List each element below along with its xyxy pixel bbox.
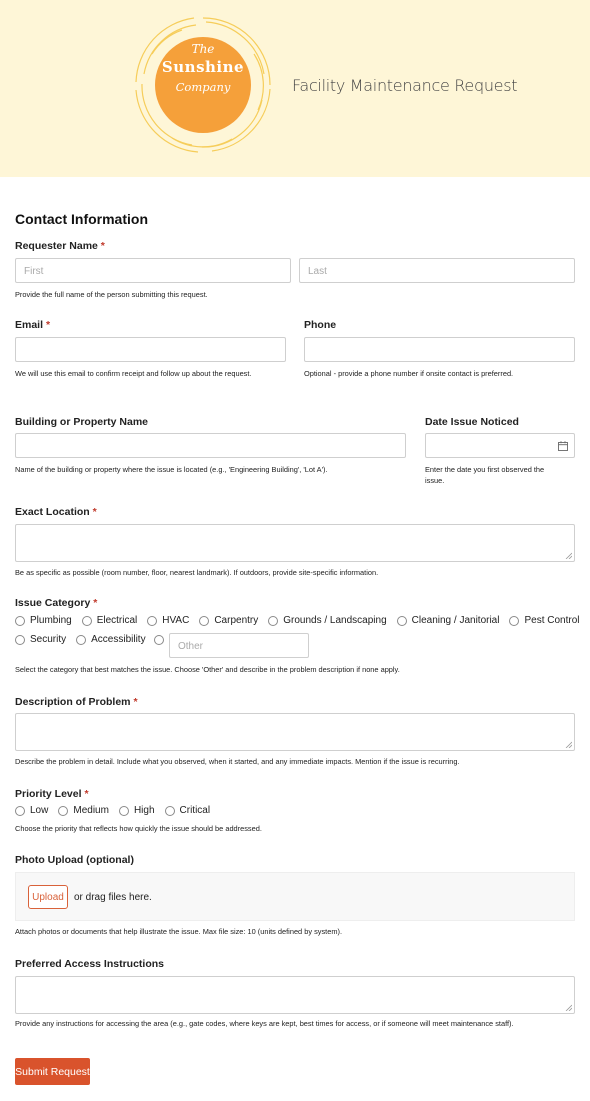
radio-icon[interactable] bbox=[82, 616, 92, 626]
category-option-plumbing[interactable] bbox=[15, 615, 72, 626]
building-help: Name of the building or property where the issue is located (e.g., 'Engineering Building', 'Lot A'). bbox=[15, 465, 328, 474]
option-label: Low bbox=[30, 805, 49, 816]
date-help-line1: Enter the date you first observed the bbox=[425, 465, 545, 474]
resize-grip-icon[interactable] bbox=[565, 552, 572, 559]
option-label: Electrical bbox=[96, 615, 138, 626]
radio-icon[interactable] bbox=[15, 616, 25, 626]
email-help: We will use this email to confirm receipt and follow up about the request. bbox=[15, 369, 252, 378]
photo-help: Attach photos or documents that help illustrate the issue. Max file size: 10 (units defined by system). bbox=[15, 927, 342, 936]
option-label: Plumbing bbox=[30, 615, 72, 626]
required-mark: * bbox=[92, 506, 97, 518]
option-label: Grounds / Landscaping bbox=[283, 615, 387, 626]
access-help: Provide any instructions for accessing the area (e.g., gate codes, where keys are kept, best times for access, or if someone will meet maintenance staff). bbox=[15, 1019, 514, 1028]
email-input[interactable] bbox=[15, 337, 286, 362]
option-label: Carpentry bbox=[214, 615, 259, 626]
priority-options bbox=[15, 805, 220, 816]
logo-text-sunshine: Sunshine bbox=[161, 58, 245, 76]
phone-input[interactable] bbox=[304, 337, 575, 362]
description-textarea[interactable] bbox=[15, 713, 575, 751]
resize-grip-icon[interactable] bbox=[565, 1004, 572, 1011]
category-label-text: Issue Category bbox=[15, 597, 91, 609]
category-option-security[interactable] bbox=[15, 634, 66, 645]
calendar-icon[interactable] bbox=[558, 441, 568, 451]
category-other-input[interactable]: Other bbox=[169, 633, 309, 658]
date-help-line2: issue. bbox=[425, 476, 445, 485]
requester-name-label-text: Requester Name bbox=[15, 240, 98, 252]
category-option-accessibility[interactable] bbox=[76, 634, 145, 645]
location-label bbox=[15, 506, 97, 518]
resize-grip-icon[interactable] bbox=[565, 741, 572, 748]
option-label: High bbox=[133, 805, 155, 816]
email-label bbox=[15, 319, 50, 331]
upload-button[interactable]: Upload bbox=[28, 885, 68, 909]
option-label: Accessibility bbox=[91, 634, 146, 645]
building-input[interactable] bbox=[15, 433, 406, 458]
category-option-hvac[interactable] bbox=[147, 615, 189, 626]
required-mark: * bbox=[100, 240, 105, 252]
radio-icon[interactable] bbox=[119, 806, 129, 816]
category-option-grounds[interactable] bbox=[268, 615, 386, 626]
priority-option-low[interactable] bbox=[15, 805, 48, 816]
option-label: Medium bbox=[73, 805, 109, 816]
required-mark: * bbox=[133, 696, 138, 708]
radio-icon[interactable] bbox=[397, 616, 407, 626]
priority-help: Choose the priority that reflects how quickly the issue should be addressed. bbox=[15, 824, 262, 833]
radio-icon[interactable] bbox=[268, 616, 278, 626]
access-textarea[interactable] bbox=[15, 976, 575, 1014]
form-title: Facility Maintenance Request bbox=[292, 76, 518, 95]
priority-option-medium[interactable] bbox=[58, 805, 109, 816]
radio-icon[interactable] bbox=[58, 806, 68, 816]
priority-option-critical[interactable] bbox=[165, 805, 211, 816]
category-option-pest-control[interactable] bbox=[509, 615, 579, 626]
logo-text-the: The bbox=[191, 42, 215, 56]
access-label: Preferred Access Instructions bbox=[15, 958, 165, 970]
required-mark: * bbox=[45, 319, 51, 331]
option-label: Cleaning / Janitorial bbox=[411, 615, 500, 626]
description-label bbox=[15, 696, 138, 708]
radio-icon[interactable] bbox=[15, 806, 25, 816]
file-dropzone[interactable] bbox=[15, 872, 575, 921]
option-label: Critical bbox=[179, 805, 211, 816]
phone-help: Optional - provide a phone number if onsite contact is preferred. bbox=[304, 369, 514, 378]
category-label bbox=[15, 597, 97, 609]
requester-name-label bbox=[15, 240, 105, 252]
last-name-input[interactable]: Last bbox=[299, 258, 575, 283]
radio-icon[interactable] bbox=[147, 616, 157, 626]
option-label: Security bbox=[30, 634, 67, 645]
priority-label bbox=[15, 788, 89, 800]
category-option-electrical[interactable] bbox=[82, 615, 138, 626]
submit-request-button[interactable]: Submit Request bbox=[15, 1058, 90, 1085]
option-label: HVAC bbox=[162, 615, 190, 626]
category-option-cleaning[interactable] bbox=[397, 615, 500, 626]
radio-icon[interactable] bbox=[76, 635, 86, 645]
radio-icon[interactable] bbox=[15, 635, 25, 645]
location-label-text: Exact Location bbox=[15, 506, 90, 518]
description-label-text: Description of Problem bbox=[15, 696, 131, 708]
drag-files-text: or drag files here. bbox=[74, 892, 152, 903]
photo-upload-label: Photo Upload (optional) bbox=[15, 854, 134, 866]
option-label: Pest Control bbox=[524, 615, 580, 626]
first-name-input[interactable]: First bbox=[15, 258, 291, 283]
email-label-text: Email bbox=[15, 319, 44, 331]
date-input[interactable] bbox=[425, 433, 575, 458]
form-header bbox=[0, 0, 590, 177]
description-help: Describe the problem in detail. Include what you observed, when it started, and any immediate impacts. Mention if the issue is recurring. bbox=[15, 757, 460, 766]
location-help: Be as specific as possible (room number, floor, nearest landmark). If outdoors, provide site-specific information. bbox=[15, 568, 379, 577]
category-options-row-1 bbox=[15, 615, 580, 626]
radio-icon[interactable] bbox=[509, 616, 519, 626]
requester-help: Provide the full name of the person submitting this request. bbox=[15, 290, 208, 299]
category-option-carpentry[interactable] bbox=[199, 615, 258, 626]
section-title-contact: Contact Information bbox=[15, 211, 148, 227]
category-options-row-2 bbox=[15, 634, 156, 645]
logo-text-company: Company bbox=[175, 80, 231, 94]
priority-label-text: Priority Level bbox=[15, 788, 82, 800]
location-textarea[interactable] bbox=[15, 524, 575, 562]
radio-icon[interactable] bbox=[165, 806, 175, 816]
required-mark: * bbox=[93, 597, 98, 609]
category-help: Select the category that best matches the issue. Choose 'Other' and describe in the problem description if none apply. bbox=[15, 665, 400, 674]
phone-label: Phone bbox=[304, 319, 337, 331]
radio-icon[interactable] bbox=[199, 616, 209, 626]
building-label: Building or Property Name bbox=[15, 416, 149, 428]
date-label: Date Issue Noticed bbox=[425, 416, 519, 428]
priority-option-high[interactable] bbox=[119, 805, 155, 816]
category-option-other-radio[interactable] bbox=[154, 635, 164, 645]
required-mark: * bbox=[84, 788, 89, 800]
